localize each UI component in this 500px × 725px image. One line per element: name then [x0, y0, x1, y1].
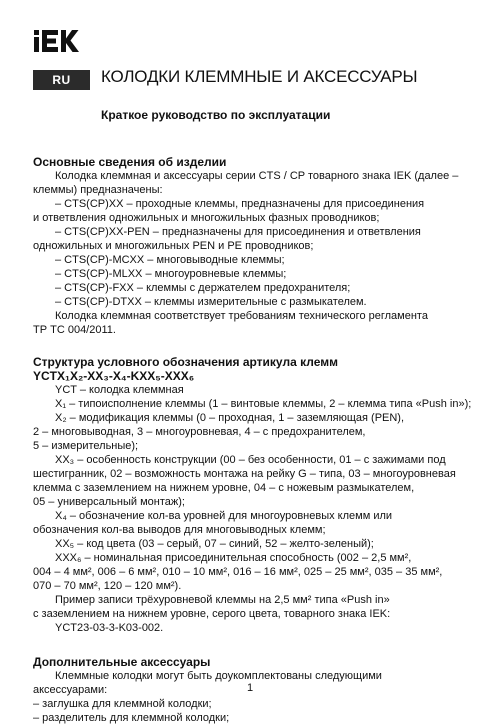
list-item: – CTS(CP)-FXX – клеммы с держателем предохранителя; — [55, 282, 351, 294]
page-number: 1 — [246, 682, 254, 694]
text-line: Колодка клеммная соответствует требованиям технического регламента — [55, 310, 428, 322]
text-line: и ответвления одножильных и многожильных фазных проводников; — [33, 212, 380, 224]
list-item: – CTS(CP)-MLXX – многоуровневые клеммы; — [55, 268, 287, 280]
text-line: одножильных и многожильных PEN и PE проводников; — [33, 240, 314, 252]
list-item: – заглушка для клеммной колодки; — [33, 698, 212, 710]
text-line: клеммы) предназначены: — [33, 184, 163, 196]
document-title: КОЛОДКИ КЛЕММНЫЕ И АКСЕССУАРЫ — [101, 67, 418, 86]
text-line: 5 – измерительные); — [33, 440, 139, 452]
section-article-structure — [33, 383, 473, 635]
text-line: XX₅ – код цвета (03 – серый, 07 – синий, 52 – желто-зеленый); — [55, 538, 374, 550]
text-line: YCT – колодка клеммная — [55, 384, 184, 396]
section-heading-accessories: Дополнительные аксессуары — [33, 655, 211, 669]
list-item: – CTS(CP)XX – проходные клеммы, предназначены для присоединения — [55, 198, 425, 210]
section-heading-basic-info: Основные сведения об изделии — [33, 155, 227, 169]
text-line: 070 – 70 мм², 120 – 120 мм²). — [33, 580, 182, 592]
section-heading-article-structure: Структура условного обозначения артикула клемм — [33, 355, 338, 369]
language-badge: RU — [33, 70, 90, 90]
example-article-code: YCT23-03-3-K03-002. — [55, 622, 164, 634]
text-line: 2 – многовыводная, 3 – многоуровневая, 4 – с предохранителем, — [33, 426, 366, 438]
list-item: – CTS(CP)-DTXX – клеммы измерительные с размыкателем. — [55, 296, 367, 308]
document-subtitle: Краткое руководство по эксплуатации — [101, 108, 331, 122]
text-line: X₄ – обозначение кол-ва уровней для многоуровневых клемм или — [55, 510, 393, 522]
text-line: шестигранник, 02 – возможность монтажа на рейку G – типа, 03 – многоуровневая — [33, 468, 456, 480]
iek-logo — [34, 30, 82, 52]
text-line: с заземлением на нижнем уровне, серого цвета, товарного знака IEK: — [33, 608, 391, 620]
document-body — [33, 155, 473, 725]
list-item: – CTS(CP)-MCXX – многовыводные клеммы; — [55, 254, 285, 266]
text-line: X₁ – типоисполнение клеммы (1 – винтовые клеммы, 2 – клемма типа «Push in»); — [55, 398, 472, 410]
text-line: клемма с заземлением на нижнем уровне, 04 – с ножевым размыкателем, — [33, 482, 415, 494]
text-line: ТР ТС 004/2011. — [33, 324, 116, 336]
text-line: Пример записи трёхуровневой клеммы на 2,5 мм² типа «Push in» — [55, 594, 390, 606]
section-accessories — [33, 669, 473, 725]
text-line: XX₃ – особенность конструкции (00 – без особенности, 01 – с зажимами под — [55, 454, 446, 466]
text-line: аксессуарами: — [33, 684, 108, 696]
list-item: – CTS(CP)XX-PEN – предназначены для присоединения и ответвления — [55, 226, 421, 238]
text-line: X₂ – модификация клеммы (0 – проходная, 1 – заземляющая (PEN), — [55, 412, 405, 424]
text-line: 004 – 4 мм², 006 – 6 мм², 010 – 10 мм², 016 – 16 мм², 025 – 25 мм², 035 – 35 мм², — [33, 566, 443, 578]
text-line: обозначения кол-ва выводов для многовыводных клемм; — [33, 524, 326, 536]
list-item: – разделитель для клеммной колодки; — [33, 712, 230, 724]
text-line: 05 – универсальный монтаж); — [33, 496, 185, 508]
text-line: XXX₆ – номинальная присоединительная способность (002 – 2,5 мм², — [55, 552, 412, 564]
text-line: Клеммные колодки могут быть доукомплектованы следующими — [55, 670, 382, 682]
section-basic-info — [33, 169, 473, 337]
article-code-pattern: YCTX₁X₂-XX₃-X₄-KXX₅-XXX₆ — [33, 369, 195, 383]
text-line: Колодка клеммная и аксессуары серии CTS / CP товарного знака IEK (далее – — [55, 170, 459, 182]
